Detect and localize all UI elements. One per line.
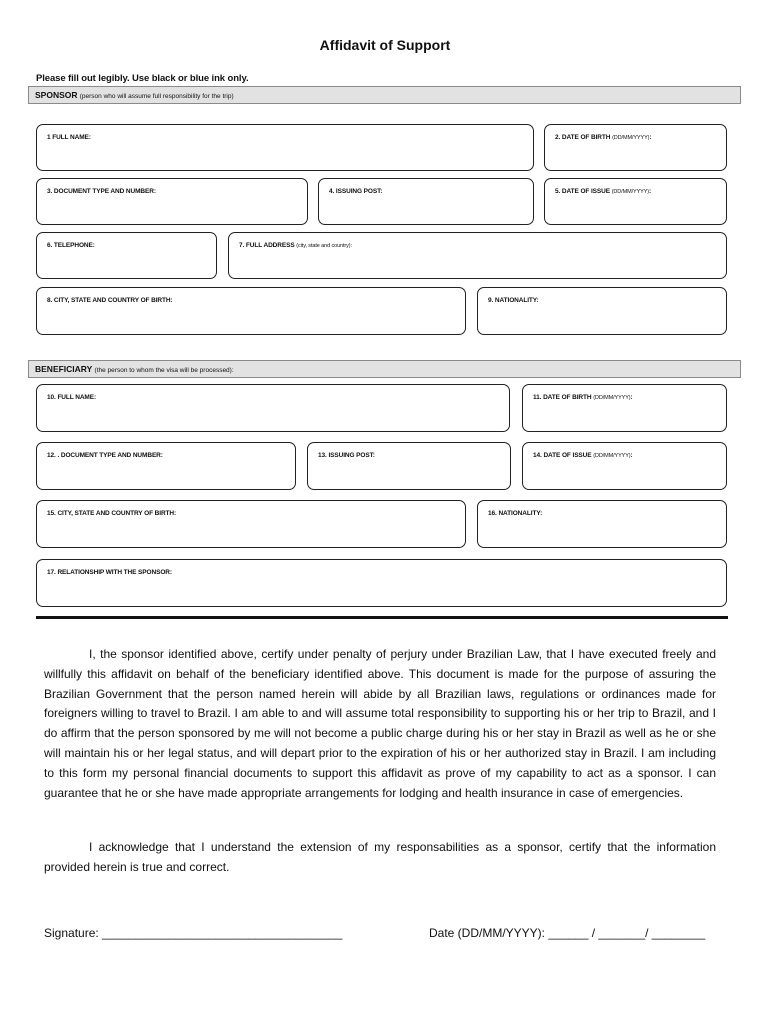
beneficiary-section-label: BENEFICIARY xyxy=(35,364,93,374)
field-label: 17. RELATIONSHIP WITH THE SPONSOR: xyxy=(47,569,172,576)
sponsor-date-of-birth-field[interactable]: 2. DATE OF BIRTH (DD/MM/YYYY): xyxy=(544,124,727,171)
sponsor-date-of-issue-field[interactable]: 5. DATE OF ISSUE (DD/MM/YYYY): xyxy=(544,178,727,225)
beneficiary-issuing-post-field[interactable] xyxy=(307,442,511,490)
beneficiary-document-type-field[interactable] xyxy=(36,442,296,490)
field-sublabel: (DD/MM/YYYY) xyxy=(612,135,650,141)
beneficiary-section-note: (the person to whom the visa will be processed): xyxy=(94,367,234,374)
field-label: 8. CITY, STATE AND COUNTRY OF BIRTH: xyxy=(47,297,173,304)
sponsor-section-header xyxy=(28,86,741,104)
field-label: 7. FULL ADDRESS xyxy=(239,242,295,249)
field-label: 5. DATE OF ISSUE xyxy=(555,188,610,195)
field-label: 12. . DOCUMENT TYPE AND NUMBER: xyxy=(47,452,163,459)
certification-paragraph: I, the sponsor identified above, certify under penalty of perjury under Brazilian Law, that I have executed freely and willfully this affidavit on behalf of the beneficiary identified above. This document is made for the purpose of assuring the Brazilian Government that the person named herein will abide by all Brazilian laws, regulations or ordinances made for foreigners willing to travel to Brazil. I am able to and will assume total responsibility to supporting his or her trip to Brazil, and I do affirm that the person sponsored by me will not become a public charge during his or her stay in Brazil as well as he or she will maintain his or her legal status, and will depart prior to the expiration of his or her authorized stay in Brazil. I am including to this form my personal financial documents to support this affidavit as prove of my capability to act as a sponsor. I can guarantee that he or she have made appropriate arrangements for lodging and health insurance in case of emergencies. xyxy=(44,647,716,800)
signature-line[interactable]: Signature: ____________________________________ xyxy=(44,926,343,940)
field-label: 9. NATIONALITY: xyxy=(488,297,539,304)
field-label: 1 FULL NAME: xyxy=(47,134,91,141)
beneficiary-section-header xyxy=(28,360,741,378)
field-sublabel: (DD/MM/YYYY) xyxy=(593,395,631,401)
sponsor-full-name-field[interactable] xyxy=(36,124,534,171)
beneficiary-date-of-birth-field[interactable]: 11. DATE OF BIRTH (DD/MM/YYYY): xyxy=(522,384,727,432)
field-label: 15. CITY, STATE AND COUNTRY OF BIRTH: xyxy=(47,510,177,517)
sponsor-nationality-field[interactable] xyxy=(477,287,727,335)
field-label: 3. DOCUMENT TYPE AND NUMBER: xyxy=(47,188,156,195)
beneficiary-place-of-birth-field[interactable] xyxy=(36,500,466,548)
instructions: Please fill out legibly. Use black or blue ink only. xyxy=(36,73,249,84)
sponsor-section-label: SPONSOR xyxy=(35,90,78,100)
field-label: 11. DATE OF BIRTH xyxy=(533,394,592,401)
document-title: Affidavit of Support xyxy=(319,37,451,53)
sponsor-telephone-field[interactable] xyxy=(36,232,217,279)
field-label: 14. DATE OF ISSUE xyxy=(533,452,592,459)
sponsor-place-of-birth-field[interactable] xyxy=(36,287,466,335)
acknowledgment-paragraph: I acknowledge that I understand the extension of my responsabilities as a sponsor, certify that the information provided herein is true and correct. xyxy=(44,840,716,874)
field-label: 10. FULL NAME: xyxy=(47,394,97,401)
field-label: 13. ISSUING POST: xyxy=(318,452,375,459)
beneficiary-full-name-field[interactable] xyxy=(36,384,510,432)
field-label: 4. ISSUING POST: xyxy=(329,188,383,195)
sponsor-full-address-field[interactable] xyxy=(228,232,727,279)
date-line[interactable]: Date (DD/MM/YYYY): ______ / _______/ ________ xyxy=(429,926,706,940)
sponsor-section-note: (person who will assume full responsibility for the trip) xyxy=(79,93,234,100)
beneficiary-nationality-field[interactable] xyxy=(477,500,727,548)
field-sublabel: (city, state and country): xyxy=(296,243,352,249)
field-sublabel: (DD/MM/YYYY) xyxy=(611,189,650,195)
sponsor-document-type-field[interactable] xyxy=(36,178,308,225)
field-sublabel: (DD/MM/YYYY) xyxy=(593,453,631,459)
field-label: 16. NATIONALITY: xyxy=(488,510,543,517)
sponsor-issuing-post-field[interactable] xyxy=(318,178,534,225)
field-label: 2. DATE OF BIRTH xyxy=(555,134,611,141)
field-label: 6. TELEPHONE: xyxy=(47,242,95,249)
beneficiary-date-of-issue-field[interactable]: 14. DATE OF ISSUE (DD/MM/YYYY): xyxy=(522,442,727,490)
section-divider xyxy=(36,616,728,619)
beneficiary-relationship-field[interactable] xyxy=(36,559,727,607)
